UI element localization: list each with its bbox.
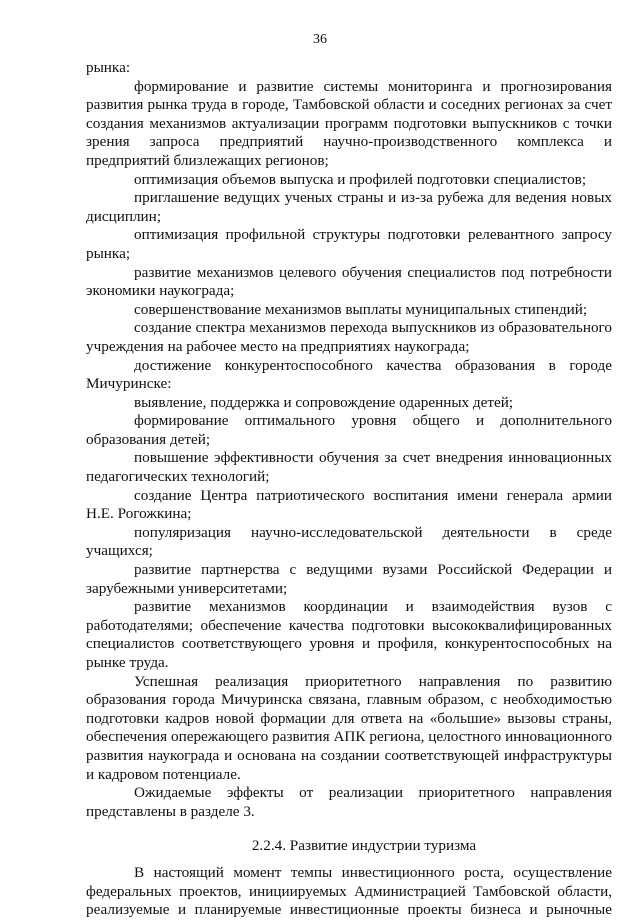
section-heading: 2.2.4. Развитие индустрии туризма bbox=[251, 837, 477, 855]
paragraph: формирование оптимального уровня общего и дополнительного образования детей; bbox=[86, 412, 612, 448]
paragraph: приглашение ведущих ученых страны и из-за рубежа для ведения новых дисциплин; bbox=[86, 189, 612, 225]
paragraph: оптимизация объемов выпуска и профилей подготовки специалистов; bbox=[134, 170, 587, 188]
final-paragraph: В настоящий момент темпы инвестиционного роста, осуществление федеральных проектов, инициируемых Администрацией Тамбовской области, реализуемые и планируемые инвестиционные проекты бизнеса и рыночные bbox=[86, 863, 612, 919]
document-body bbox=[86, 59, 612, 920]
paragraph: Успешная реализация приоритетного направления по развитию образования города Мичуринска связана, главным образом, с необходимостью подготовки кадров новой формации для ответа на «большие» вызовы страны, обеспечения опережающего развития АПК региона, целостного инновационного развития наукограда и основана на создании соответствующей инфраструктуры и кадровом потенциале. bbox=[86, 672, 612, 783]
paragraph: развитие механизмов координации и взаимодействия вузов с работодателями; обеспечение качества подготовки высококвалифицированных специалистов соответствующего уровня и профиля, конкурентоспособных на рынке труда. bbox=[86, 598, 612, 671]
paragraph: выявление, поддержка и сопровождение одаренных детей; bbox=[134, 393, 514, 411]
paragraph: повышение эффективности обучения за счет внедрения инновационных педагогических технологий; bbox=[86, 449, 612, 486]
page-number: 36 bbox=[313, 32, 327, 47]
paragraph: формирование и развитие системы мониторинга и прогнозирования развития рынка труда в городе, Тамбовской области и соседних регионах за счет создания механизмов актуализации программ подготовки выпускников с точки зрения запроса предприятий научно-производственного комплекса и предприятий близлежащих регионов; bbox=[86, 77, 612, 169]
paragraph: совершенствование механизмов выплаты муниципальных стипендий; bbox=[134, 300, 588, 318]
paragraph: популяризация научно-исследовательской деятельности в среде учащихся; bbox=[86, 523, 612, 560]
paragraph: развитие партнерства с ведущими вузами Российской Федерации и зарубежными университетами; bbox=[86, 561, 612, 597]
paragraph: создание спектра механизмов перехода выпускников из образовательного учреждения на рабочее место на предприятиях наукограда; bbox=[86, 319, 612, 355]
paragraph-list bbox=[86, 59, 612, 821]
paragraph: оптимизация профильной структуры подготовки релевантного запросу рынка; bbox=[86, 226, 612, 262]
paragraph: развитие механизмов целевого обучения специалистов под потребности экономики наукограда; bbox=[86, 263, 612, 300]
paragraph: достижение конкурентоспособного качества образования в городе Мичуринске: bbox=[86, 356, 612, 393]
paragraph: создание Центра патриотического воспитания имени генерала армии Н.Е. Рогожкина; bbox=[86, 486, 612, 523]
paragraph: Ожидаемые эффекты от реализации приоритетного направления представлены в разделе 3. bbox=[86, 784, 612, 820]
paragraph: рынка: bbox=[86, 59, 131, 76]
